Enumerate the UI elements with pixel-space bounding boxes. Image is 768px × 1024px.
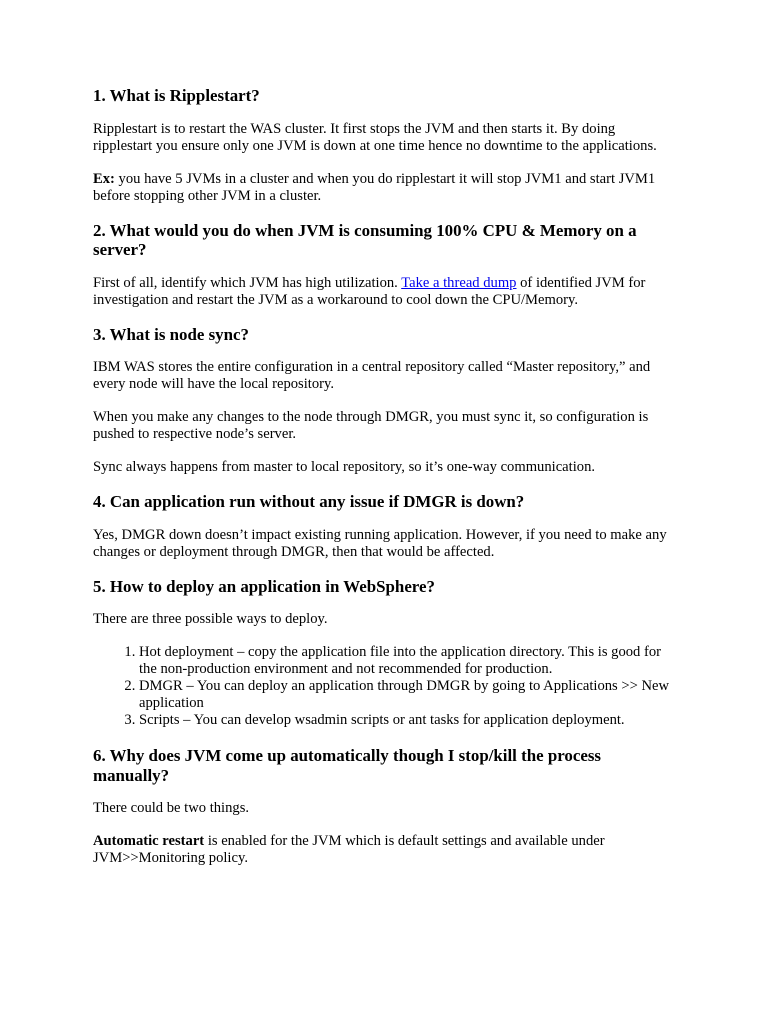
question-1-heading: 1. What is Ripplestart? (93, 86, 260, 105)
question-2-answer (93, 275, 677, 309)
automatic-restart-text: is enabled for the JVM which is default settings and available under JVM>>Monitoring policy. (93, 833, 605, 866)
example-text: you have 5 JVMs in a cluster and when you do ripplestart it will stop JVM1 and start JVM1 before stopping other JVM in a cluster. (93, 170, 656, 204)
question-6-heading: 6. Why does JVM come up automatically though I stop/kill the process manually? (93, 746, 602, 785)
question-4-answer: Yes, DMGR down doesn’t impact existing running application. However, if you need to make any changes or deployment through DMGR, then that would be affected. (93, 526, 667, 560)
list-item: 2. DMGR – You can deploy an application through DMGR by going to Applications >> New application (139, 678, 677, 712)
answer-text-after-link: of identified JVM for investigation and restart the JVM as a workaround to cool down the CPU/Memory. (93, 274, 646, 308)
question-1-answer: Ripplestart is to restart the WAS cluster. It first stops the JVM and then starts it. By doing ripplestart you ensure only one JVM is down at one time hence no downtime to the applications. (93, 120, 657, 154)
question-6-answer-2 (93, 833, 677, 867)
question-3-answer-2: When you make any changes to the node through DMGR, you must sync it, so configuration is pushed to respective node’s server. (93, 409, 649, 442)
answer-text-before-link: First of all, identify which JVM has high utilization. (93, 274, 402, 291)
thread-dump-link[interactable]: Take a thread dump (401, 274, 517, 291)
document-page (93, 86, 677, 883)
question-1-example (93, 171, 677, 205)
question-3-answer-1: IBM WAS stores the entire configuration in a central repository called “Master repository,” and every node will have the local repository. (93, 359, 651, 392)
question-6-answer-1: There could be two things. (93, 800, 250, 816)
automatic-restart-label: Automatic restart (93, 833, 205, 849)
question-5-intro: There are three possible ways to deploy. (93, 611, 328, 627)
question-4-heading: 4. Can application run without any issue if DMGR is down? (93, 492, 525, 511)
list-item: 3. Scripts – You can develop wsadmin scripts or ant tasks for application deployment. (139, 712, 677, 729)
question-3-answer-3: Sync always happens from master to local repository, so it’s one-way communication. (93, 459, 596, 475)
deployment-methods-list (93, 644, 677, 729)
list-item: 1. Hot deployment – copy the application file into the application directory. This is good for the non-production environment and not recommended for production. (139, 644, 677, 678)
question-2-heading: 2. What would you do when JVM is consuming 100% CPU & Memory on a server? (93, 220, 637, 259)
question-5-heading: 5. How to deploy an application in WebSphere? (93, 576, 435, 596)
question-3-heading: 3. What is node sync? (93, 324, 249, 344)
example-label: Ex: (93, 170, 115, 187)
